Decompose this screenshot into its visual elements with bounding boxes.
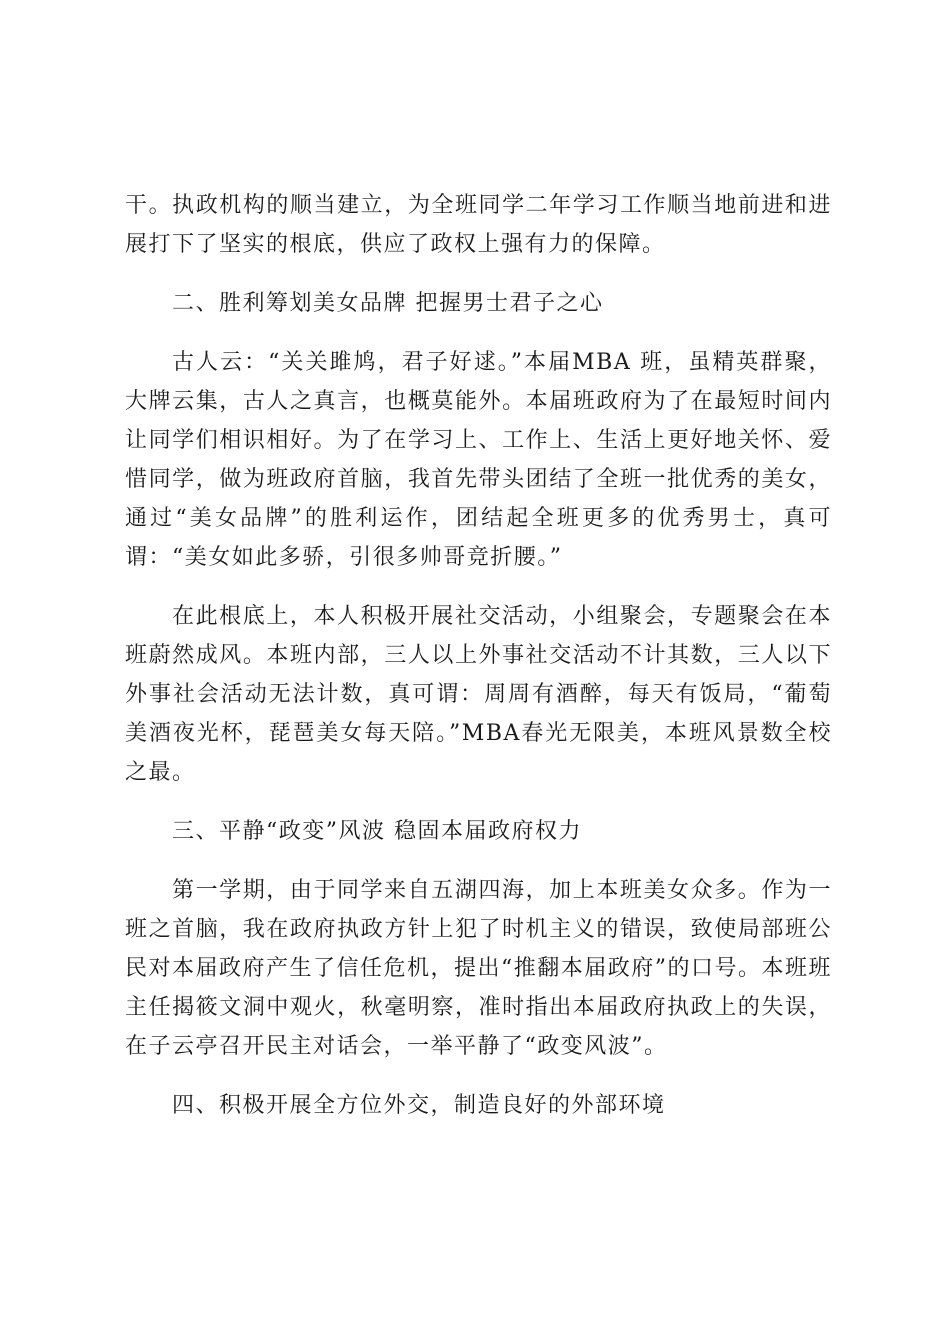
paragraph-social-activities: 在此根底上，本人积极开展社交活动，小组聚会，专题聚会在本班蔚然成风。本班内部，三人以上外事社交活动不计其数，三人以下外事社会活动无法计数，真可谓：周周有酒醉，每天有饭局，“葡萄美酒夜光杯，琵琶美女每天陪。”MBA春光无限美，本班风景数全校之最。 [125, 604, 832, 785]
paragraph-beauty-brand: 古人云：“关关雎鸠，君子好逑。”本届MBA 班，虽精英群聚，大牌云集，古人之真言，也概莫能外。本届班政府为了在最短时间内让同学们相识相好。为了在学习上、工作上、生活上更好地关怀、爱惜同学，做为班政府首脑，我首先带头团结了全班一批优秀的美女，通过“美女品牌”的胜利运作，团结起全班更多的优秀男士，真可谓：“美女如此多骄，引很多帅哥竞折腰。” [125, 350, 832, 570]
section-heading-3: 三、平静“政变”风波 稳固本届政府权力 [172, 819, 582, 844]
paragraph-first-semester: 第一学期，由于同学来自五湖四海，加上本班美女众多。作为一班之首脑，我在政府执政方针上犯了时机主义的错误，致使局部班公民对本届政府产生了信任危机，提出“推翻本届政府”的口号。本班班主任揭筱文洞中观火，秋毫明察，准时指出本届政府执政上的失误，在子云亭召开民主对话会，一举平静了“政变风波”。 [125, 878, 832, 1059]
paragraph-continuation: 干。执政机构的顺当建立，为全班同学二年学习工作顺当地前进和进展打下了坚实的根底，供应了政权上强有力的保障。 [125, 193, 832, 257]
document-body [125, 186, 832, 1145]
section-heading-2: 二、胜利筹划美女品牌 把握男士君子之心 [172, 291, 604, 316]
section-heading-4: 四、积极开展全方位外交，制造良好的外部环境 [172, 1093, 666, 1118]
